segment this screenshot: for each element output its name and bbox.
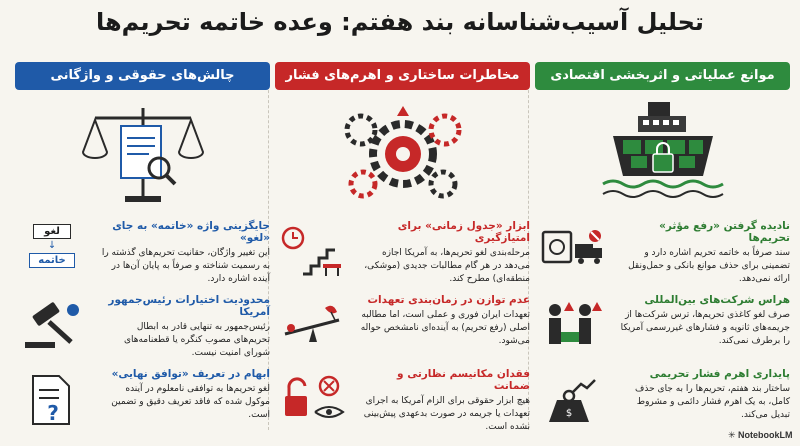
item-title: عدم توازن در زمان‌بندی تعهدات (367, 294, 530, 306)
item-body: مرحله‌بندی لغو تحریم‌ها، به آمریکا اجازه می‌دهد در هر گام مطالبات جدیدی (موشکی، منطقه‌ای) مطرح کند. (364, 248, 530, 284)
tag-top: لغو (33, 224, 71, 239)
page-title: تحلیل آسیب‌شناسانه بند هفتم: وعده خاتمه تحریم‌ها (96, 8, 704, 36)
item-title: جایگزینی واژه «خاتمه» به جای «لغو» (112, 220, 270, 244)
column-structural (275, 62, 530, 432)
unbalanced-seesaw-icon (279, 298, 345, 354)
tag-bottom: خاتمه (29, 253, 75, 268)
list-item (535, 368, 790, 438)
list-item (535, 220, 790, 290)
item-body: تعهدات ایران فوری و عملی است، اما مطالبه اصلی (رفع تحریم) به آینده‌ای نامشخص حواله می‌شود. (360, 310, 530, 346)
word-swap-tags (19, 224, 85, 280)
column-legal (15, 62, 270, 432)
gears-icon (333, 96, 473, 214)
column-heading: چالش‌های حقوقی و واژگانی (15, 62, 270, 90)
list-item (15, 294, 270, 364)
item-body: صرف لغو کاغذی تحریم‌ها، ترس شرکت‌ها از جریمه‌های ثانویه و فشارهای غیررسمی آمریکا را برطرف نمی‌کند. (620, 310, 790, 346)
item-title: ابهام در تعریف «توافق نهایی» (111, 368, 270, 380)
weight-chain-icon (539, 372, 605, 428)
item-body: هیچ ابزار حقوقی برای الزام آمریکا به اجرای تعهدات یا جریمه در صورت بدعهدی پیش‌بینی نشده است. (363, 396, 530, 432)
item-title: محدودیت اختیارات رئیس‌جمهور آمریکا (108, 294, 270, 318)
document-question-icon (19, 372, 85, 428)
ship-lock-illustration (535, 96, 790, 216)
item-title: هراس شرکت‌های بین‌المللی (644, 294, 790, 306)
ship-icon (593, 96, 733, 214)
item-body: رئیس‌جمهور به تنهایی قادر به ابطال تحریم‌های مصوب کنگره یا قطعنامه‌های شورای امنیت نیست. (123, 322, 270, 358)
brand-footer: ✳ NotebookLM (728, 430, 793, 440)
item-body: این تغییر واژگان، حقانیت تحریم‌های گذشته را به رسمیت شناخته و صرفاً به پایان آن‌ها در آینده اشاره دارد. (101, 248, 270, 284)
list-item (15, 220, 270, 290)
item-body: لغو تحریم‌ها به توافقی نامعلوم در آینده موکول شده که فاقد تعریف دقیق و تضمین است. (111, 384, 270, 420)
list-item (275, 368, 530, 438)
list-item (275, 294, 530, 364)
gavel-icon (19, 298, 85, 354)
column-heading: مخاطرات ساختاری و اهرم‌های فشار (275, 62, 530, 90)
justice-scale-icon (73, 96, 213, 214)
open-lock-eye-icon (279, 372, 345, 428)
list-item (15, 368, 270, 438)
list-item (275, 220, 530, 290)
brand-icon: ✳ (728, 430, 739, 440)
svg-text:$: $ (565, 408, 573, 419)
item-body: سند صرفاً به خاتمه تحریم اشاره دارد و تضمینی برای حذف موانع بانکی و حمل‌ونقل ارائه نمی‌دهد. (628, 248, 790, 284)
arrow-down-icon: ↓ (47, 240, 57, 251)
gears-illustration (275, 96, 530, 216)
item-title: فقدان مکانیسم نظارتی و ضمانت (397, 368, 530, 392)
clock-stairs-icon (279, 224, 345, 280)
scale-document-illustration (15, 96, 270, 216)
item-title: ابزار «جدول زمانی» برای امتیازگیری (397, 220, 530, 244)
item-title: پایداری اهرم فشار تحریمی (649, 368, 790, 380)
item-title: نادیده گرفتن «رفع مؤثر» تحریم‌ها (659, 220, 790, 244)
svg-text:?: ? (47, 401, 59, 425)
item-body: ساختار بند هفتم، تحریم‌ها را به جای حذف کامل، به یک اهرم فشار دائمی و مشروط تبدیل می‌کند. (635, 384, 790, 420)
list-item (535, 294, 790, 364)
worried-businessmen-icon (539, 298, 605, 354)
column-operational (535, 62, 790, 432)
column-heading: موانع عملیاتی و اثربخشی اقتصادی (535, 62, 790, 90)
safe-truck-icon (539, 224, 605, 280)
